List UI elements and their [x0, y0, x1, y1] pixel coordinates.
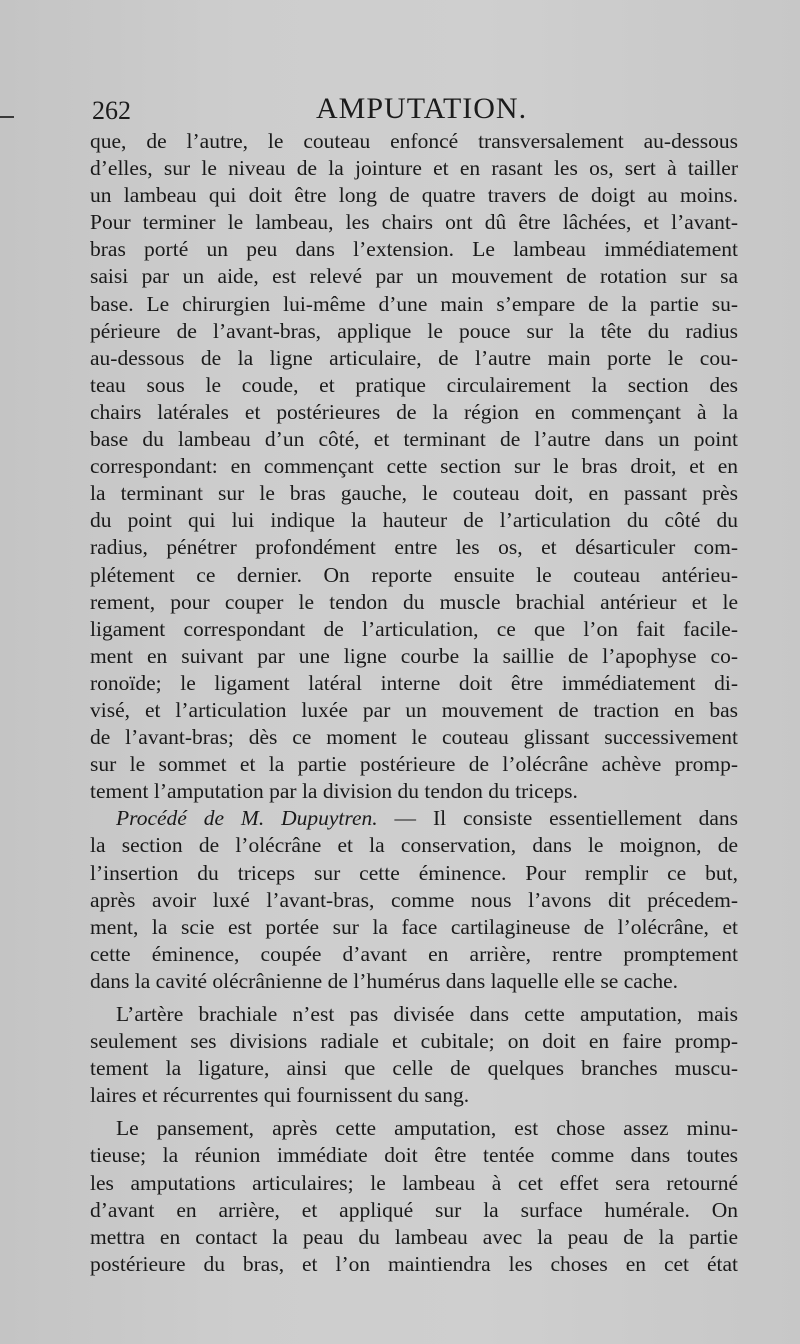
procede-text: — Il consiste essentiellement dans — [377, 806, 738, 831]
procede-line — [90, 805, 738, 832]
page-header — [92, 90, 742, 126]
text-line: ment en suivant par une ligne courbe la saillie de l’apophyse co- — [90, 643, 738, 668]
text-line: Le pansement, après cette amputation, est chose assez minu- — [116, 1116, 738, 1141]
text-line: que, de l’autre, le couteau enfoncé transversalement au-dessous — [90, 129, 738, 153]
text-line: après avoir luxé l’avant-bras, comme nous l’avons dit précedem- — [90, 887, 738, 912]
text-line: tieuse; la réunion immédiate doit être tentée comme dans toutes — [90, 1143, 738, 1168]
page-number: 262 — [92, 96, 131, 125]
text-line: radius, pénétrer profondément entre les os, et désarticuler com- — [90, 535, 738, 560]
text-line: la section de l’olécrâne et la conservation, dans le moignon, de — [90, 833, 738, 858]
text-line: teau sous le coude, et pratique circulairement la section des — [90, 372, 738, 397]
text-line: bras porté un peu dans l’extension. Le lambeau immédiatement — [90, 237, 738, 262]
text-line: postérieure du bras, et l’on maintiendra les choses en cet état — [90, 1251, 738, 1276]
running-title: AMPUTATION. — [316, 92, 528, 125]
text-line: ronoïde; le ligament latéral interne doit être immédiatement di- — [90, 670, 738, 695]
text-line: L’artère brachiale n’est pas divisée dans cette amputation, mais — [116, 1002, 738, 1026]
text-line: saisi par un aide, est relevé par un mouvement de rotation sur sa — [90, 264, 738, 289]
text-line: Pour terminer le lambeau, les chairs ont dû être lâchées, et l’avant- — [90, 210, 738, 235]
text-line: base. Le chirurgien lui-même d’une main s’empare de la partie su- — [90, 291, 738, 316]
text-line: d’avant en arrière, et appliqué sur la surface humérale. On — [90, 1197, 738, 1222]
text-line: ment, la scie est portée sur la face cartilagineuse de l’olécrâne, et — [90, 914, 738, 939]
text-line: seulement ses divisions radiale et cubitale; on doit en faire promp- — [90, 1029, 738, 1054]
body-text — [90, 128, 738, 1278]
text-line: cette éminence, coupée d’avant en arrière, rentre promptement — [90, 941, 738, 966]
text-line: la terminant sur le bras gauche, le couteau doit, en passant près — [90, 481, 738, 506]
text-line: un lambeau qui doit être long de quatre travers de doigt au moins. — [90, 183, 738, 208]
text-line: base du lambeau d’un côté, et terminant de l’autre dans un point — [90, 427, 738, 452]
procede-label: Procédé de M. Dupuytren. — [116, 806, 378, 831]
text-line: les amputations articulaires; le lambeau à cet effet sera retourné — [90, 1170, 738, 1195]
text-line: plétement ce dernier. On reporte ensuite le couteau antérieu- — [90, 562, 738, 587]
text-line: mettra en contact la peau du lambeau avec la peau de la partie — [90, 1224, 738, 1249]
text-line: dans la cavité olécrânienne de l’humérus dans laquelle elle se cache. — [90, 968, 678, 993]
text-line: au-dessous de la ligne articulaire, de l’autre main porte le cou- — [90, 345, 738, 370]
text-line: tement l’amputation par la division du tendon du triceps. — [90, 779, 578, 804]
text-line: chairs latérales et postérieures de la région en commençant à la — [90, 399, 738, 424]
text-line: périeure de l’avant-bras, applique le pouce sur la tête du radius — [90, 318, 738, 343]
text-line: correspondant: en commençant cette section sur le bras droit, et en — [90, 454, 738, 479]
text-line: rement, pour couper le tendon du muscle brachial antérieur et le — [90, 589, 738, 614]
text-line: l’insertion du triceps sur cette éminence. Pour remplir ce but, — [90, 860, 738, 885]
text-line: sur le sommet et la partie postérieure de l’olécrâne achève promp- — [90, 752, 738, 777]
margin-mark — [0, 116, 14, 118]
text-line: tement la ligature, ainsi que celle de quelques branches muscu- — [90, 1056, 738, 1081]
text-line: de l’avant-bras; dès ce moment le couteau glissant successivement — [90, 725, 738, 750]
text-line: du point qui lui indique la hauteur de l’articulation du côté du — [90, 508, 738, 533]
text-line: laires et récurrentes qui fournissent du sang. — [90, 1083, 470, 1108]
text-line: d’elles, sur le niveau de la jointure et en rasant les os, sert à tailler — [90, 156, 738, 181]
text-line: ligament correspondant de l’articulation, ce que l’on fait facile- — [90, 616, 738, 641]
text-line: visé, et l’articulation luxée par un mouvement de traction en bas — [90, 697, 738, 722]
